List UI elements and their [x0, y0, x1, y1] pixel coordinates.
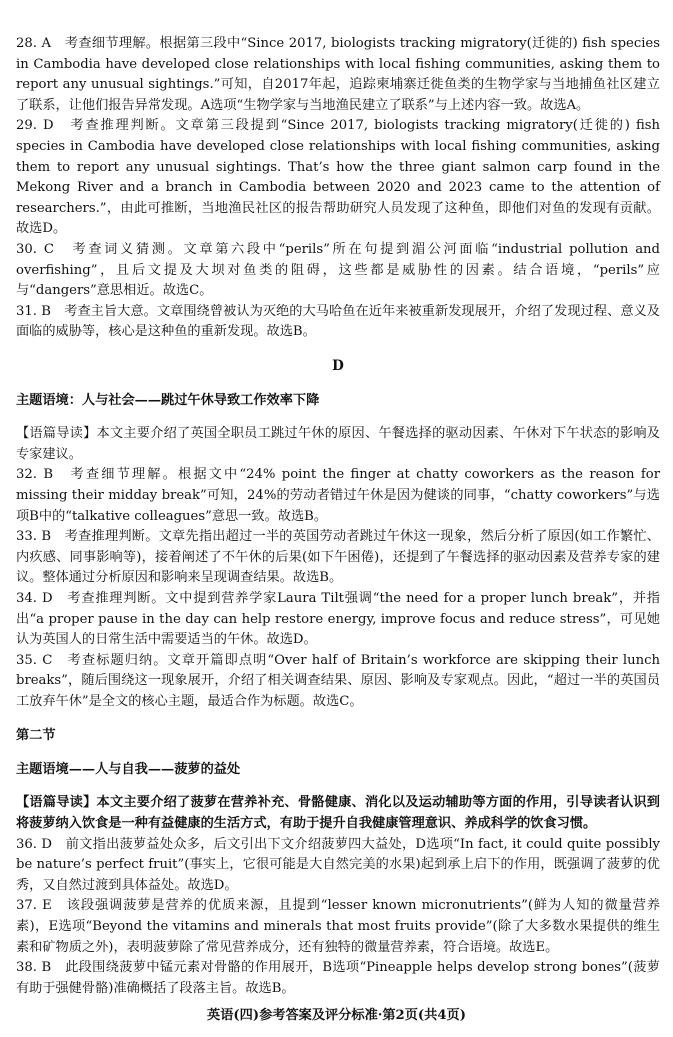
answer-34: 34. D 考查推理判断。文中提到营养学家Laura Tilt强调“the need for a proper lunch break”，并指出“a proper pause in the day can help restore energy, improve focus and reduce stress”，可见她认为英国人的日常生活中需要适当的午休。故选D。: [16, 591, 660, 648]
passage-guide-2: 【语篇导读】本文主要介绍了菠萝在营养补充、骨骼健康、消化以及运动辅助等方面的作用，引导读者认识到将菠萝纳入饮食是一种有益健康的生活方式，有助于提升自我健康管理意识、养成科学的饮食习惯。: [16, 795, 660, 831]
answer-29: 29. D 考查推理判断。文章第三段提到“Since 2017, biologists tracking migratory(迁徙的) fish species in Cambodia have developed close relationships with local fishing communities, asking them to report any unusual sightings. That’s how the three giant salmon carp found in the Mekong River and a branch in Cambodia between 2020 and 2023 came to the attention of researchers.”，由此可推断，当地渔民社区的报告帮助研究人员发现了这种鱼，即他们对鱼的发现有贡献。故选D。: [16, 118, 660, 237]
theme-context-d: 主题语境：人与社会——跳过午休导致工作效率下降: [16, 392, 320, 408]
answer-key-page: [16, 34, 660, 999]
answer-38: 38. B 此段围绕菠萝中锰元素对骨骼的作用展开，B选项“Pineapple helps develop strong bones”(菠萝有助于强健骨骼)准确概括了段落主旨。故选B。: [16, 960, 660, 996]
answer-36: 36. D 前文指出菠萝益处众多，后文引出下文介绍菠萝四大益处，D选项“In fact, it could quite possibly be nature’s perfect fruit”(事实上，它很可能是大自然完美的水果)起到承上启下的作用，既强调了菠萝的优秀，又自然过渡到具体益处。故选D。: [16, 836, 660, 893]
answer-35: 35. C 考查标题归纳。文章开篇即点明“Over half of Britain’s workforce are skipping their lunch breaks”，随后围绕这一现象展开，介绍了相关调查结果、原因、影响及专家观点。因此，“超过一半的英国员工放弃午休”是全文的核心主题，最适合作为标题。故选C。: [16, 652, 660, 709]
answer-32: 32. B 考查细节理解。根据文中“24% point the finger at chatty coworkers as the reason for missing their midday break”可知，24%的劳动者错过午休是因为健谈的同事，“chatty coworkers”与选项B中的“talkative colleagues”意思一致。故选B。: [16, 467, 660, 524]
passage-guide-d: 【语篇导读】本文主要介绍了英国全职员工跳过午休的原因、午餐选择的驱动因素、午休对下午状态的影响及专家建议。: [16, 426, 660, 462]
answer-30: 30. C 考查词义猜测。文章第六段中“perils”所在句提到湄公河面临“industrial pollution and overfishing”，且后文提及大坝对鱼类的阻碍，这些都是威胁性的因素。结合语境，“perils”应与“dangers”意思相近。故选C。: [16, 241, 660, 299]
answer-37: 37. E 该段强调菠萝是营养的优质来源，且提到“lesser known micronutrients”(鲜为人知的微量营养素)，E选项“Beyond the vitamins and minerals that most fruits provide”(除了大多数水果提供的维生素和矿物质之外)，表明菠萝除了常见营养成分，还有独特的微量营养素，符合语境。故选E。: [16, 898, 660, 955]
answer-31: 31. B 考查主旨大意。文章围绕曾被认为灭绝的大马哈鱼在近年来被重新发现展开，介绍了发现过程、意义及面临的威胁等，核心是这种鱼的重新发现。故选B。: [16, 303, 660, 340]
answer-33: 33. B 考查推理判断。文章先指出超过一半的英国劳动者跳过午休这一现象，然后分析了原因(如工作繁忙、内疚感、同事影响等)，接着阐述了不午休的后果(如下午困倦)，还提到了午餐选择的驱动因素及营养专家的建议。整体通过分析原因和影响来呈现调查结果。故选B。: [16, 529, 660, 586]
answer-28: 28. A 考查细节理解。根据第三段中“Since 2017, biologists tracking migratory(迁徙的) fish species in Cambodia have developed close relationships with local fishing communities, asking them to report any unusual sightings.”可知，自2017年起，追踪柬埔寨迁徙鱼类的生物学家与当地捕鱼社区建立了联系，让他们报告异常发现。A选项“生物学家与当地渔民建立了联系”与上述内容一致。故选A。: [16, 36, 660, 113]
page-footer: 英语(四)参考答案及评分标准·第2页(共4页): [207, 1008, 466, 1023]
section-2-heading: 第二节: [16, 727, 56, 743]
theme-context-2: 主题语境——人与自我——菠萝的益处: [16, 761, 241, 777]
section-d-heading: D: [332, 358, 344, 375]
